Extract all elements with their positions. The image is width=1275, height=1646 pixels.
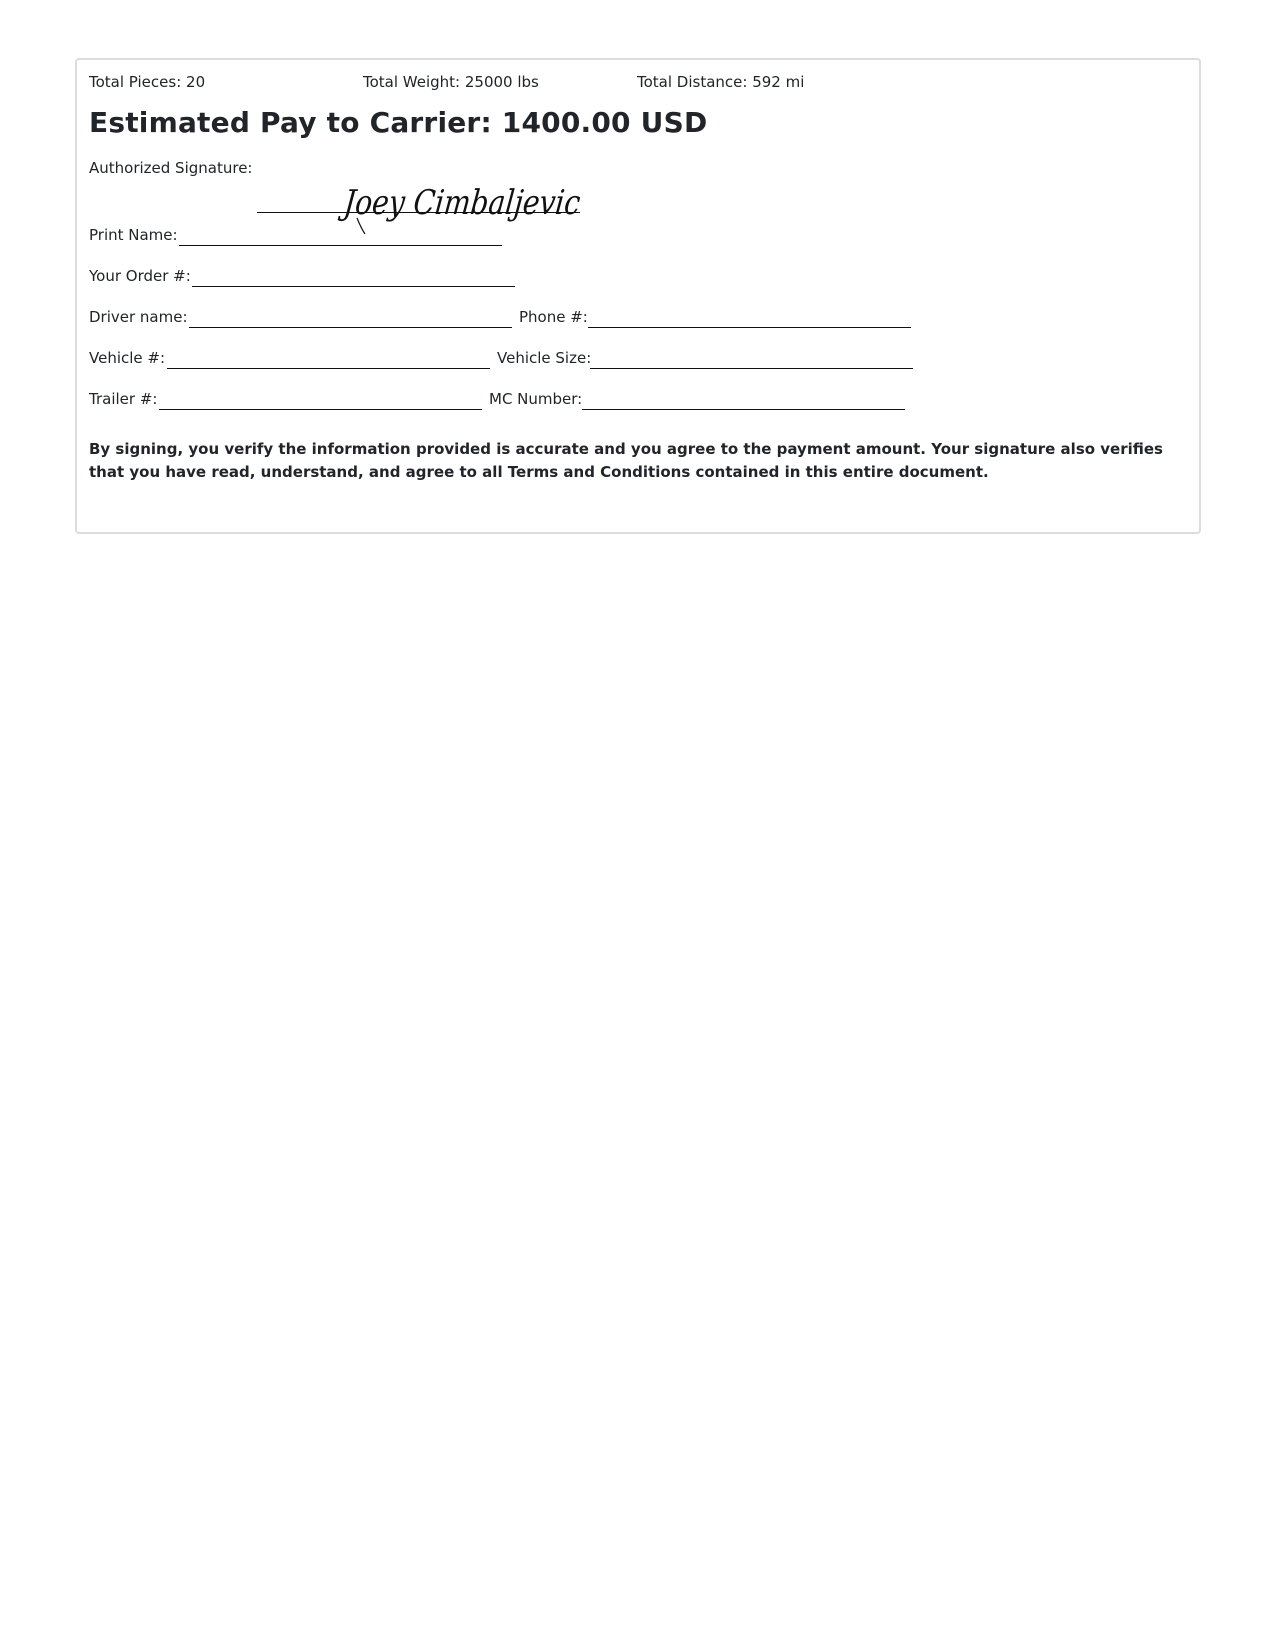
driver-name-field[interactable] xyxy=(189,327,512,328)
carrier-confirmation-card xyxy=(75,58,1201,534)
print-name-label: Print Name: xyxy=(89,226,178,244)
trailer-number-field[interactable] xyxy=(159,409,482,410)
driver-name-label: Driver name: xyxy=(89,308,188,326)
signature-line xyxy=(257,212,580,213)
vehicle-number-label: Vehicle #: xyxy=(89,349,166,367)
order-number-label: Your Order #: xyxy=(89,267,191,285)
phone-label: Phone #: xyxy=(519,308,588,326)
total-weight: Total Weight: 25000 lbs xyxy=(363,73,539,91)
mc-number-field[interactable] xyxy=(582,409,905,410)
vehicle-size-label: Vehicle Size: xyxy=(497,349,592,367)
handwritten-signature xyxy=(327,176,633,232)
estimated-pay-heading: Estimated Pay to Carrier: 1400.00 USD xyxy=(89,106,708,139)
order-number-field[interactable] xyxy=(192,286,515,287)
trailer-number-label: Trailer #: xyxy=(89,390,158,408)
terms-agreement-text: By signing, you verify the information provided is accurate and you agree to the payment amount. Your signature also verifies that you have read, understand, and agree to all Terms and Conditions contained in this entire document. xyxy=(89,440,1163,481)
authorized-signature-label: Authorized Signature: xyxy=(89,159,253,177)
vehicle-size-field[interactable] xyxy=(590,368,913,369)
print-name-field[interactable] xyxy=(179,245,502,246)
phone-field[interactable] xyxy=(588,327,911,328)
total-distance: Total Distance: 592 mi xyxy=(637,73,805,91)
mc-number-label: MC Number: xyxy=(489,390,583,408)
vehicle-number-field[interactable] xyxy=(167,368,490,369)
svg-text:Joey Cimbaljevic: Joey Cimbaljevic xyxy=(342,183,633,223)
total-pieces: Total Pieces: 20 xyxy=(89,73,206,91)
